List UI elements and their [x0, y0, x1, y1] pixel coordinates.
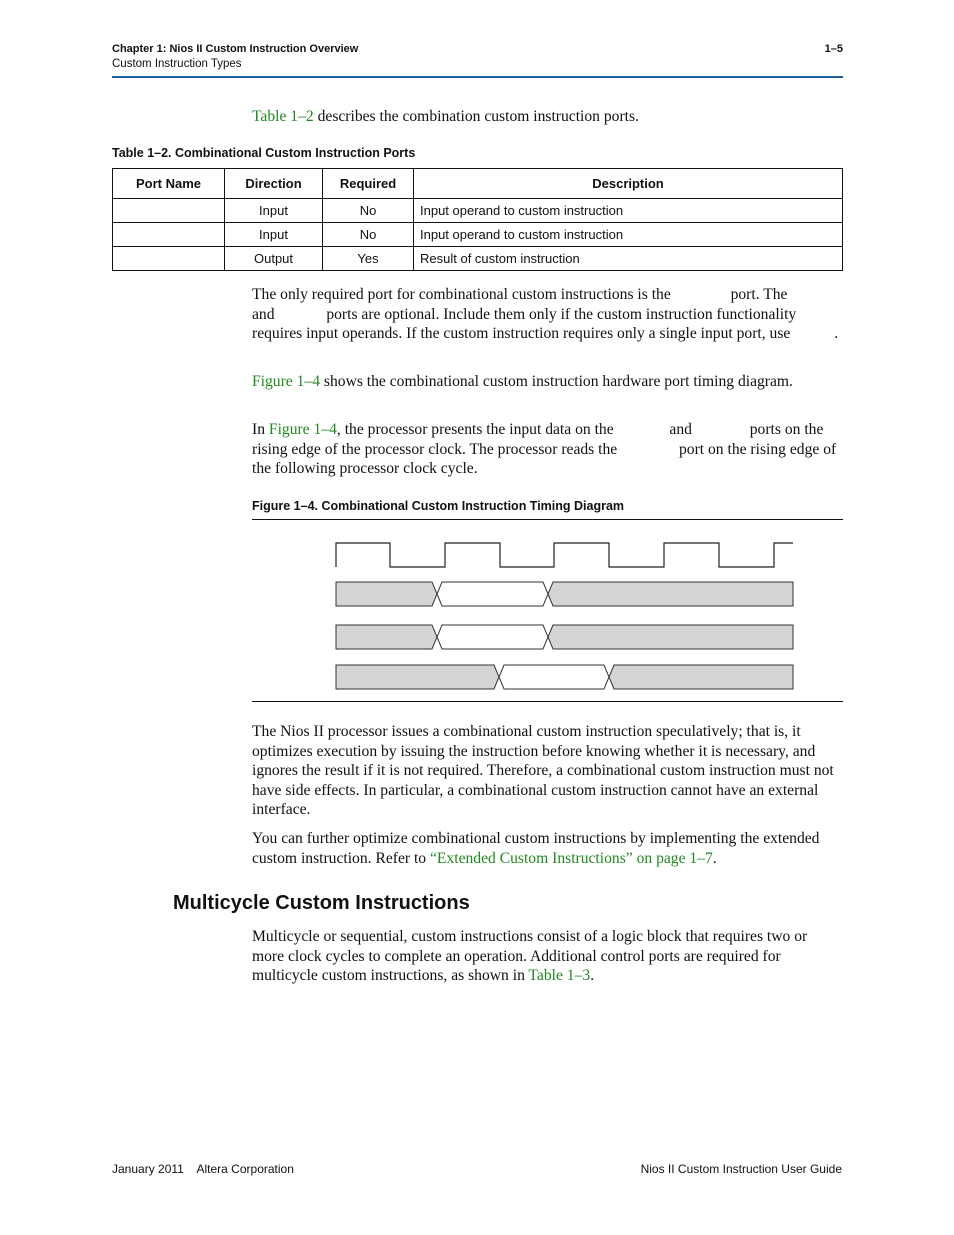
- text-fragment: and: [252, 305, 279, 323]
- table-row: [113, 223, 843, 247]
- cell-port: [113, 199, 225, 223]
- bus-datab-idle-start: [336, 625, 437, 649]
- col-description: Description: [414, 169, 843, 199]
- ports-table: [112, 168, 843, 271]
- bus-datab-valid: [437, 625, 548, 649]
- text-fragment: and: [665, 421, 696, 438]
- cell-description: Result of custom instruction: [414, 247, 843, 271]
- bus-datab-idle-end: [548, 625, 793, 649]
- clock-waveform: [336, 543, 793, 567]
- cell-required: No: [323, 223, 414, 247]
- text-fragment: Multicycle or sequential, custom instructions consist of a logic block that requires two or more clock cycles to complete an operation. Additional control ports are required for multicycle custom instructions, as shown in: [252, 928, 808, 985]
- table-header-row: [113, 169, 843, 199]
- paragraph-required-port: [252, 285, 842, 344]
- cell-port: [113, 247, 225, 271]
- section-title: Custom Instruction Types: [112, 58, 242, 70]
- cell-direction: Input: [225, 199, 323, 223]
- bus-dataa-idle-start: [336, 582, 437, 606]
- text-fragment: shows the combinational custom instruction hardware port timing diagram.: [320, 373, 793, 390]
- text-fragment: .: [834, 325, 839, 343]
- paragraph-multicycle: [252, 927, 842, 986]
- chapter-title: Chapter 1: Nios II Custom Instruction Overview: [112, 43, 359, 55]
- figure-bottom-rule: [252, 701, 843, 702]
- bus-dataa-valid: [437, 582, 548, 606]
- footer-left: January 2011 Altera Corporation: [112, 1162, 294, 1176]
- footer-right: Nios II Custom Instruction User Guide: [640, 1162, 842, 1176]
- text-fragment: .: [590, 967, 595, 985]
- text-fragment: , the processor presents the input data on the: [336, 421, 618, 438]
- cell-required: Yes: [323, 247, 414, 271]
- page-header: [112, 43, 843, 70]
- text-fragment: The only required port for combinational custom instructions is the: [252, 286, 675, 303]
- table-row: [113, 247, 843, 271]
- cell-description: Input operand to custom instruction: [414, 223, 843, 247]
- figure-caption: Figure 1–4. Combinational Custom Instruction Timing Diagram: [252, 499, 625, 513]
- intro-paragraph: [252, 107, 842, 127]
- text-fragment: ports on the rising edge of the processor clock. The processor reads the: [252, 421, 824, 458]
- figure-1-4-link[interactable]: Figure 1–4: [268, 421, 337, 438]
- bus-result-valid: [499, 665, 609, 689]
- col-port-name: Port Name: [113, 169, 225, 199]
- page-number: 1–5: [824, 43, 843, 55]
- section-heading: Multicycle Custom Instructions: [173, 892, 470, 914]
- text-fragment: In: [252, 421, 269, 438]
- cell-direction: Output: [225, 247, 323, 271]
- timing-diagram: [252, 520, 843, 701]
- bus-result-idle-start: [336, 665, 499, 689]
- text-fragment: port on the rising edge of the following processor clock cycle.: [252, 440, 837, 478]
- table-1-3-link[interactable]: Table 1–3: [528, 967, 591, 985]
- cell-port: [113, 223, 225, 247]
- text-fragment: .: [712, 849, 717, 867]
- text-fragment: The Nios II processor issues a combinational custom instruction speculatively; that is, it optimizes execution by issuing the instruction before knowing whether it is necessary, and ignores the result if it is not required. Therefore, a combinational custom instruction must not have side effects. In particular, a combinational custom instruction cannot have an external interface.: [252, 723, 834, 819]
- cell-required: No: [323, 199, 414, 223]
- intro-text: describes the combination custom instruction ports.: [313, 108, 639, 125]
- cell-description: Input operand to custom instruction: [414, 199, 843, 223]
- paragraph-speculative: [252, 722, 842, 820]
- bus-dataa-idle-end: [548, 582, 793, 606]
- text-fragment: ports are optional. Include them only if the custom instruction functionality requires input operands. If the custom instruction requires only a single input port, use: [252, 305, 797, 343]
- text-fragment: You can further optimize combinational custom instructions by implementing the extended custom instruction. Refer to: [252, 830, 820, 867]
- table-row: [113, 199, 843, 223]
- table-1-2-link[interactable]: Table 1–2: [252, 108, 314, 125]
- extended-instructions-link[interactable]: “Extended Custom Instructions” on page 1–7: [430, 849, 713, 867]
- figure-1-4-link[interactable]: Figure 1–4: [252, 373, 321, 390]
- col-direction: Direction: [225, 169, 323, 199]
- bus-result-idle-end: [609, 665, 793, 689]
- header-rule: [112, 76, 843, 78]
- paragraph-optimize: [252, 829, 842, 868]
- table-caption: Table 1–2. Combinational Custom Instruction Ports: [112, 146, 416, 160]
- paragraph-figure-ref: [252, 372, 842, 392]
- text-fragment: port. The: [726, 286, 792, 303]
- paragraph-timing-description: [252, 420, 842, 479]
- cell-direction: Input: [225, 223, 323, 247]
- col-required: Required: [323, 169, 414, 199]
